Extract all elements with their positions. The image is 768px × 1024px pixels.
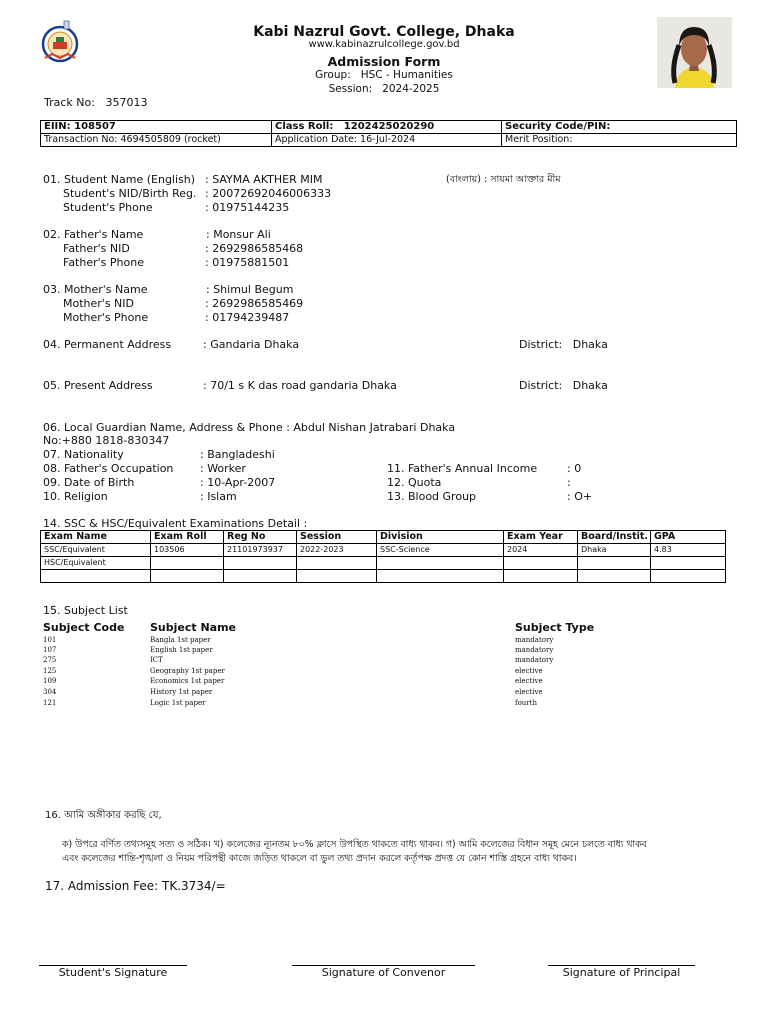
- pledge-line-2: এবং কলেজের শান্তি-শৃঙ্খলা ও নিয়ম পরিপন্থী কাজে জড়িত থাকলে বা ভুল তথ্য প্রদান করলে কর্তৃপক্ষ প্রদত্ত যে কোন শাস্তি গ্রহনে বাধ্য থাকব।: [62, 853, 577, 864]
- table-cell: [377, 570, 504, 583]
- occupation-value: : Worker: [200, 462, 246, 475]
- religion-value: : Islam: [200, 490, 237, 503]
- subject-code: 275: [43, 656, 57, 664]
- table-cell: [224, 570, 297, 583]
- income-label: 11. Father's Annual Income: [387, 462, 538, 475]
- table-cell: [297, 570, 377, 583]
- session-line: [0, 83, 768, 95]
- table-cell: [651, 570, 726, 583]
- class-roll-cell: [272, 121, 502, 134]
- student-name-label: 01. Student Name (English): [43, 173, 196, 186]
- permanent-district-label: District:: [519, 338, 563, 351]
- student-photo: [657, 17, 732, 88]
- exam-col-header: Board/Instit.: [578, 531, 651, 544]
- subject-type-header: Subject Type: [515, 621, 595, 634]
- permanent-district: [519, 338, 608, 351]
- merit-position-cell: Merit Position:: [502, 134, 737, 147]
- subject-code: 121: [43, 699, 57, 707]
- form-title: Admission Form: [327, 54, 441, 69]
- table-cell: [41, 570, 151, 583]
- table-row: [41, 544, 726, 557]
- guardian-line-1: 06. Local Guardian Name, Address & Phone : Abdul Nishan Jatrabari Dhaka: [43, 421, 456, 434]
- subject-name-header: Subject Name: [150, 621, 237, 634]
- dob-value: : 10-Apr-2007: [200, 476, 276, 489]
- father-name-label: 02. Father's Name: [43, 228, 144, 241]
- father-phone-value: : 01975881501: [205, 256, 290, 269]
- student-phone-label: Student's Phone: [63, 201, 153, 214]
- present-district: [519, 379, 608, 392]
- group-line: [0, 69, 768, 81]
- exams-table: [40, 530, 726, 583]
- admission-info-table: [40, 120, 737, 147]
- pledge-title: 16. আমি অঙ্গীকার করছি যে,: [45, 810, 162, 821]
- table-cell: [578, 570, 651, 583]
- present-district-value: Dhaka: [572, 379, 608, 392]
- table-cell: [504, 557, 578, 570]
- table-cell: [151, 570, 224, 583]
- exam-col-header: Session: [297, 531, 377, 544]
- father-phone-label: Father's Phone: [63, 256, 144, 269]
- table-cell: [151, 557, 224, 570]
- subject-name: Geography 1st paper: [150, 667, 225, 675]
- subject-code-header: Subject Code: [43, 621, 125, 634]
- exams-header-row: [41, 531, 726, 544]
- group-label: Group:: [315, 69, 351, 81]
- nationality-value: : Bangladeshi: [200, 448, 275, 461]
- subject-code: 101: [43, 636, 57, 644]
- subjects-title: 15. Subject List: [43, 604, 128, 617]
- subject-code: 109: [43, 677, 57, 685]
- eiin-cell: EIIN: 108507: [41, 121, 272, 134]
- subject-type: elective: [515, 688, 543, 696]
- principal-signature-label: Signature of Principal: [562, 966, 681, 979]
- table-cell: [297, 557, 377, 570]
- exams-title: 14. SSC & HSC/Equivalent Examinations Detail :: [43, 517, 308, 530]
- quota-value: :: [567, 476, 571, 489]
- table-cell: 103506: [151, 544, 224, 557]
- permanent-district-value: Dhaka: [572, 338, 608, 351]
- class-roll-label: Class Roll:: [275, 121, 334, 132]
- subject-type: elective: [515, 667, 543, 675]
- present-address-label: 05. Present Address: [43, 379, 153, 392]
- permanent-address-label: 04. Permanent Address: [43, 338, 172, 351]
- father-nid-label: Father's NID: [63, 242, 130, 255]
- table-row: [41, 557, 726, 570]
- mother-phone-label: Mother's Phone: [63, 311, 149, 324]
- present-district-label: District:: [519, 379, 563, 392]
- exam-col-header: Exam Roll: [151, 531, 224, 544]
- income-value: : 0: [567, 462, 582, 475]
- subject-name: ICT: [150, 656, 163, 664]
- subject-type: mandatory: [515, 636, 554, 644]
- college-website: www.kabinazrulcollege.gov.bd: [308, 39, 460, 50]
- father-nid-value: : 2692986585468: [205, 242, 304, 255]
- track-label: Track No:: [44, 96, 95, 109]
- present-address-value: : 70/1 s K das road gandaria Dhaka: [203, 379, 397, 392]
- admission-fee: 17. Admission Fee: TK.3734/=: [45, 879, 226, 893]
- exam-col-header: Exam Name: [41, 531, 151, 544]
- occupation-label: 08. Father's Occupation: [43, 462, 174, 475]
- table-cell: [224, 557, 297, 570]
- quota-label: 12. Quota: [387, 476, 442, 489]
- student-nid-label: Student's NID/Birth Reg.: [63, 187, 197, 200]
- exam-col-header: Reg No: [224, 531, 297, 544]
- class-roll-value: 1202425020290: [343, 121, 435, 132]
- subject-code: 125: [43, 667, 57, 675]
- blood-group-value: : O+: [567, 490, 593, 503]
- track-number: [44, 96, 147, 109]
- exam-col-header: Exam Year: [504, 531, 578, 544]
- religion-label: 10. Religion: [43, 490, 108, 503]
- mother-nid-value: : 2692986585469: [205, 297, 304, 310]
- table-cell: Dhaka: [578, 544, 651, 557]
- dob-label: 09. Date of Birth: [43, 476, 135, 489]
- college-name: Kabi Nazrul Govt. College, Dhaka: [253, 24, 515, 40]
- subject-type: elective: [515, 677, 543, 685]
- session-value: 2024-2025: [382, 83, 440, 95]
- subject-code: 304: [43, 688, 57, 696]
- subject-type: fourth: [515, 699, 537, 707]
- table-cell: 2024: [504, 544, 578, 557]
- subject-type: mandatory: [515, 656, 554, 664]
- convenor-signature-label: Signature of Convenor: [321, 966, 446, 979]
- guardian-line-2: No:+880 1818-830347: [43, 434, 170, 447]
- mother-name-label: 03. Mother's Name: [43, 283, 148, 296]
- permanent-address-value: : Gandaria Dhaka: [203, 338, 300, 351]
- student-name-value: : SAYMA AKTHER MIM: [205, 173, 323, 186]
- mother-nid-label: Mother's NID: [63, 297, 134, 310]
- bangla-label: (বাংলায়) :: [446, 174, 488, 185]
- subject-name: Bangla 1st paper: [150, 636, 211, 644]
- exam-col-header: GPA: [651, 531, 726, 544]
- transaction-cell: Transaction No: 4694505809 (rocket): [41, 134, 272, 147]
- bangla-value: সায়মা আক্তার মীম: [490, 174, 561, 185]
- security-code-cell: Security Code/PIN:: [502, 121, 737, 134]
- table-cell: HSC/Equivalent: [41, 557, 151, 570]
- nationality-label: 07. Nationality: [43, 448, 124, 461]
- student-name-bangla: [446, 173, 561, 188]
- session-label: Session:: [328, 83, 373, 95]
- table-cell: SSC-Science: [377, 544, 504, 557]
- mother-phone-value: : 01794239487: [205, 311, 290, 324]
- table-cell: 21101973937: [224, 544, 297, 557]
- table-cell: [578, 557, 651, 570]
- table-cell: [651, 557, 726, 570]
- subject-name: Economics 1st paper: [150, 677, 225, 685]
- table-cell: [504, 570, 578, 583]
- student-signature-label: Student's Signature: [58, 966, 168, 979]
- table-row: [41, 570, 726, 583]
- student-nid-value: : 20072692046006333: [205, 187, 332, 200]
- table-cell: 2022-2023: [297, 544, 377, 557]
- table-cell: 4.83: [651, 544, 726, 557]
- track-value: 357013: [105, 96, 148, 109]
- table-cell: [377, 557, 504, 570]
- group-value: HSC - Humanities: [360, 69, 453, 81]
- subject-name: History 1st paper: [150, 688, 213, 696]
- application-date-cell: Application Date: 16-Jul-2024: [272, 134, 502, 147]
- father-name-value: : Monsur Ali: [206, 228, 271, 241]
- table-cell: SSC/Equivalent: [41, 544, 151, 557]
- mother-name-value: : Shimul Begum: [206, 283, 294, 296]
- exam-col-header: Division: [377, 531, 504, 544]
- subject-code: 107: [43, 646, 57, 654]
- subject-name: English 1st paper: [150, 646, 213, 654]
- blood-group-label: 13. Blood Group: [387, 490, 477, 503]
- pledge-line-1: ক) উপরে বর্ণিত তথ্যসমূহ সত্য ও সঠিক। খ) কলেজের ন্যূনতম ৮০% ক্লাসে উপস্থিত থাকতে বাধ্য থাকব। গ) আমি কলেজের বিধান সমূহ মেনে চলতে বাধ্য থাকব: [62, 839, 647, 850]
- subject-type: mandatory: [515, 646, 554, 654]
- subject-name: Logic 1st paper: [150, 699, 206, 707]
- student-phone-value: : 01975144235: [205, 201, 290, 214]
